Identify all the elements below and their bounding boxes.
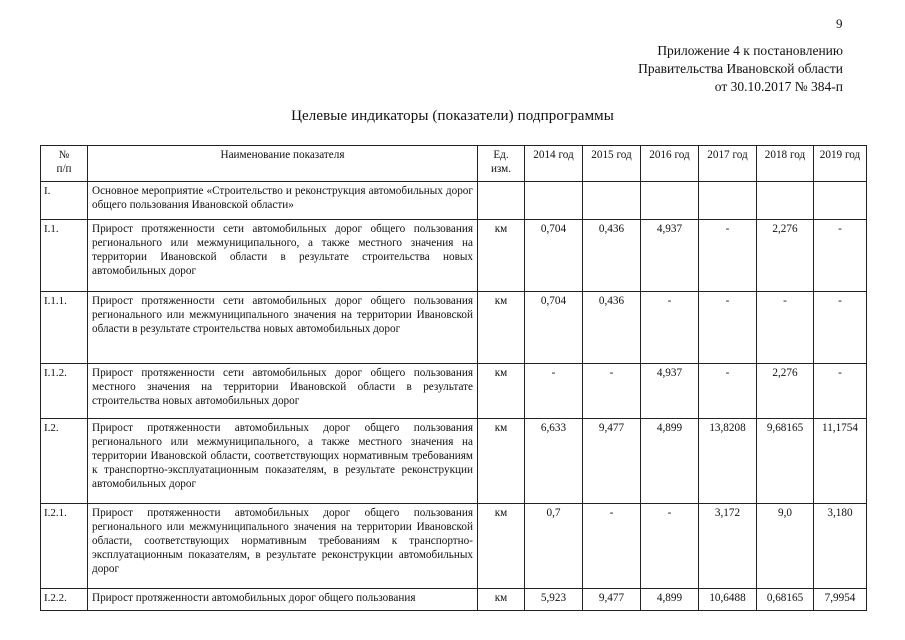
value-2015	[583, 182, 641, 220]
value-2016: -	[641, 292, 699, 364]
header-unit: Ед. изм.	[478, 146, 525, 182]
value-2018: 9,68165	[757, 419, 814, 504]
appendix-reference	[638, 42, 843, 96]
unit-cell: км	[478, 292, 525, 364]
header-number-line-1: №	[58, 149, 70, 161]
value-2015: 0,436	[583, 220, 641, 292]
unit-cell: км	[478, 589, 525, 611]
row-number: I.2.1.	[41, 504, 88, 589]
document-title: Целевые индикаторы (показатели) подпрограммы	[291, 108, 614, 124]
value-2018: 2,276	[757, 364, 814, 419]
value-2019: -	[814, 220, 867, 292]
table-row	[41, 364, 867, 419]
row-number: I.2.	[41, 419, 88, 504]
value-2014: 6,633	[525, 419, 583, 504]
table-row	[41, 504, 867, 589]
header-year-2016: 2016 год	[641, 146, 699, 182]
table-row	[41, 419, 867, 504]
value-2019: -	[814, 364, 867, 419]
value-2015: 0,436	[583, 292, 641, 364]
indicator-name: Основное мероприятие «Строительство и реконструкция автомобильных дорог общего пользования Ивановской области»	[88, 182, 478, 220]
indicator-name: Прирост протяженности автомобильных дорог общего пользования регионального или межмуниципального, а также местного значения на территории Ивановской области, соответствующих нормативным требованиям к транспортно-эксплуатационным показателям, в результате реконструкции автомобильных дорог	[88, 419, 478, 504]
value-2016: 4,937	[641, 364, 699, 419]
value-2016: 4,899	[641, 589, 699, 611]
value-2019: 3,180	[814, 504, 867, 589]
table-header-row	[41, 146, 867, 182]
appendix-line-3: от 30.10.2017 № 384-п	[714, 79, 843, 94]
value-2015: -	[583, 504, 641, 589]
value-2017: 10,6488	[699, 589, 757, 611]
indicator-name: Прирост протяженности сети автомобильных дорог общего пользования местного значения на территории Ивановской области в результате строительства новых автомобильных дорог	[88, 364, 478, 419]
value-2017	[699, 182, 757, 220]
value-2017: 13,8208	[699, 419, 757, 504]
value-2017: -	[699, 364, 757, 419]
row-number: I.1.	[41, 220, 88, 292]
value-2018	[757, 182, 814, 220]
value-2014: -	[525, 364, 583, 419]
header-number	[41, 146, 88, 182]
unit-cell: км	[478, 419, 525, 504]
value-2018: 0,68165	[757, 589, 814, 611]
value-2016: 4,899	[641, 419, 699, 504]
value-2015: -	[583, 364, 641, 419]
value-2016: 4,937	[641, 220, 699, 292]
value-2014: 0,704	[525, 220, 583, 292]
indicator-name: Прирост протяженности сети автомобильных дорог общего пользования регионального или межмуниципального, а также местного значения на территории Ивановской области в результате строительства новых автомобильных дорог	[88, 220, 478, 292]
row-number: I.	[41, 182, 88, 220]
value-2017: -	[699, 292, 757, 364]
value-2019	[814, 182, 867, 220]
row-number: I.2.2.	[41, 589, 88, 611]
value-2016: -	[641, 504, 699, 589]
row-number: I.1.2.	[41, 364, 88, 419]
page-number: 9	[836, 16, 843, 31]
indicators-table	[40, 145, 867, 611]
header-year-2014: 2014 год	[525, 146, 583, 182]
header-year-2017: 2017 год	[699, 146, 757, 182]
value-2014: 0,7	[525, 504, 583, 589]
unit-cell	[478, 182, 525, 220]
header-year-2018: 2018 год	[757, 146, 814, 182]
unit-cell: км	[478, 504, 525, 589]
value-2018: 2,276	[757, 220, 814, 292]
indicator-name: Прирост протяженности автомобильных дорог общего пользования регионального или межмуниципального значения на территории Ивановской области, соответствующих нормативным требованиям к транспортно-эксплуатационным показателям, в результате реконструкции автомобильных дорог	[88, 504, 478, 589]
table-row	[41, 220, 867, 292]
value-2015: 9,477	[583, 419, 641, 504]
table-row	[41, 589, 867, 611]
value-2017: -	[699, 220, 757, 292]
value-2019: 11,1754	[814, 419, 867, 504]
value-2016	[641, 182, 699, 220]
header-indicator-name: Наименование показателя	[88, 146, 478, 182]
table-row	[41, 292, 867, 364]
value-2018: -	[757, 292, 814, 364]
appendix-line-2: Правительства Ивановской области	[638, 61, 843, 76]
header-number-line-2: п/п	[56, 163, 72, 175]
value-2019: -	[814, 292, 867, 364]
unit-cell: км	[478, 364, 525, 419]
table-row	[41, 182, 867, 220]
header-year-2019: 2019 год	[814, 146, 867, 182]
value-2015: 9,477	[583, 589, 641, 611]
value-2014: 0,704	[525, 292, 583, 364]
value-2017: 3,172	[699, 504, 757, 589]
indicator-name: Прирост протяженности сети автомобильных дорог общего пользования регионального или межмуниципального значения на территории Ивановской области в результате строительства новых автомобильных дорог	[88, 292, 478, 364]
row-number: I.1.1.	[41, 292, 88, 364]
value-2014: 5,923	[525, 589, 583, 611]
indicator-name: Прирост протяженности автомобильных дорог общего пользования	[88, 589, 478, 611]
unit-cell: км	[478, 220, 525, 292]
value-2018: 9,0	[757, 504, 814, 589]
value-2014	[525, 182, 583, 220]
value-2019: 7,9954	[814, 589, 867, 611]
appendix-line-1: Приложение 4 к постановлению	[657, 43, 843, 58]
header-year-2015: 2015 год	[583, 146, 641, 182]
